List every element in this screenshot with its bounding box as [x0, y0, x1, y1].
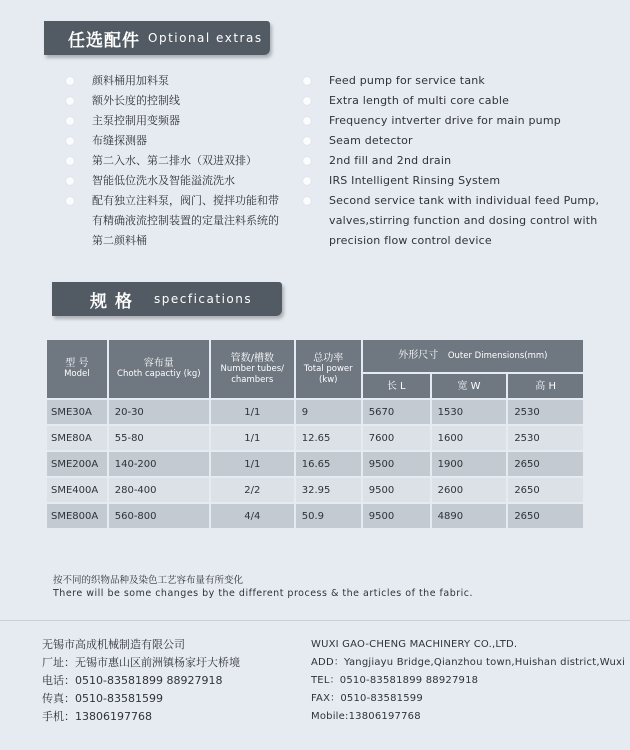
bullet-icon [303, 77, 311, 85]
bullet-icon [303, 117, 311, 125]
bullet-icon [303, 137, 311, 145]
cell-model: SME80A [47, 426, 107, 450]
cell-capacity: 55-80 [109, 426, 209, 450]
col-header-tubes: 管数/槽数 Number tubes/ chambers [211, 340, 294, 398]
list-item: 额外长度的控制线 [66, 91, 286, 111]
fax-en: FAX：0510-83581599 [311, 693, 423, 704]
table-row [47, 478, 583, 502]
cell-width: 1600 [432, 426, 507, 450]
extras-header [44, 21, 270, 55]
cell-model: SME800A [47, 504, 107, 528]
mobile-zh: 手机：13806197768 [42, 710, 152, 723]
bullet-icon [303, 197, 311, 205]
cell-model: SME30A [47, 400, 107, 424]
bullet-icon [303, 97, 311, 105]
divider [0, 620, 630, 621]
cell-power: 50.9 [296, 504, 361, 528]
table-row [47, 426, 583, 450]
extras-list-zh [66, 71, 286, 251]
address-en: ADD：Yangjiayu Bridge,Qianzhou town,Huishan district,Wuxi [311, 657, 626, 668]
col-header-power: 总功率 Total power (kw) [296, 340, 361, 398]
cell-capacity: 560-800 [109, 504, 209, 528]
spec-table [45, 338, 585, 530]
list-item: Seam detector [303, 131, 603, 151]
col-header-dimensions: 外形尺寸 Outer Dimensions(mm) [363, 340, 583, 372]
table-row [47, 400, 583, 424]
cell-tubes: 2/2 [211, 478, 294, 502]
bullet-icon [66, 77, 74, 85]
company-name-zh: 无锡市高成机械制造有限公司 [42, 638, 185, 651]
specs-header [52, 282, 282, 316]
cell-width: 2600 [432, 478, 507, 502]
cell-capacity: 140-200 [109, 452, 209, 476]
cell-height: 2530 [508, 400, 583, 424]
cell-model: SME200A [47, 452, 107, 476]
phone-en: TEL：0510-83581899 88927918 [311, 675, 479, 686]
phone-zh: 电话：0510-83581899 88927918 [42, 674, 223, 687]
cell-width: 1900 [432, 452, 507, 476]
list-item: 颜料桶用加料泵 [66, 71, 286, 91]
cell-height: 2650 [508, 504, 583, 528]
col-header-width: 宽 W [432, 374, 507, 398]
contact-zh [42, 636, 240, 726]
list-item: Extra length of multi core cable [303, 91, 603, 111]
cell-height: 2650 [508, 452, 583, 476]
list-item: Second service tank with individual feed Pump, valves,stirring function and dosing control with precision flow control device [303, 191, 603, 251]
col-header-capacity: 容布量 Choth capactiy (kg) [109, 340, 209, 398]
cell-height: 2530 [508, 426, 583, 450]
list-item: IRS Intelligent Rinsing System [303, 171, 603, 191]
cell-height: 2650 [508, 478, 583, 502]
list-item: 配有独立注料泵，阀门、搅拌功能和带有精确液流控制装置的定量注料系统的第二颜料桶 [66, 191, 286, 251]
note-en: There will be some changes by the different process & the articles of the fabric. [53, 588, 474, 599]
table-row [47, 504, 583, 528]
col-header-length: 长 L [363, 374, 430, 398]
specs-title-en: specfications [154, 292, 253, 306]
cell-length: 9500 [363, 452, 430, 476]
extras-list-en [303, 71, 603, 251]
cell-width: 1530 [432, 400, 507, 424]
table-row [47, 452, 583, 476]
col-header-model: 型 号 Model [47, 340, 107, 398]
list-item: 第二入水、第二排水（双进双排） [66, 151, 286, 171]
specs-title-zh: 规格 [90, 291, 140, 312]
cell-tubes: 1/1 [211, 452, 294, 476]
list-item: 2nd fill and 2nd drain [303, 151, 603, 171]
mobile-en: Mobile:13806197768 [311, 711, 421, 722]
cell-width: 4890 [432, 504, 507, 528]
bullet-icon [303, 157, 311, 165]
extras-title-en: Optional extras [148, 31, 263, 45]
cell-power: 16.65 [296, 452, 361, 476]
bullet-icon [66, 157, 74, 165]
cell-model: SME400A [47, 478, 107, 502]
cell-tubes: 1/1 [211, 426, 294, 450]
cell-length: 7600 [363, 426, 430, 450]
cell-capacity: 280-400 [109, 478, 209, 502]
bullet-icon [66, 197, 74, 205]
bullet-icon [66, 177, 74, 185]
bullet-icon [66, 137, 74, 145]
cell-capacity: 20-30 [109, 400, 209, 424]
bullet-icon [66, 117, 74, 125]
address-zh: 厂址：无锡市惠山区前洲镇杨家圩大桥境 [42, 656, 240, 669]
cell-length: 5670 [363, 400, 430, 424]
note-zh: 按不同的织物品种及染色工艺容布量有所变化 [53, 575, 244, 586]
cell-power: 32.95 [296, 478, 361, 502]
cell-tubes: 4/4 [211, 504, 294, 528]
cell-length: 9500 [363, 478, 430, 502]
list-item: 智能低位洗水及智能溢流洗水 [66, 171, 286, 191]
list-item: Feed pump for service tank [303, 71, 603, 91]
list-item: 布缝探测器 [66, 131, 286, 151]
contact-en [311, 636, 625, 726]
company-name-en: WUXI GAO-CHENG MACHINERY CO.,LTD. [311, 639, 518, 650]
fax-zh: 传真：0510-83581599 [42, 692, 163, 705]
extras-title-zh: 任选配件 [68, 30, 140, 51]
bullet-icon [303, 177, 311, 185]
cell-tubes: 1/1 [211, 400, 294, 424]
list-item: Frequency intverter drive for main pump [303, 111, 603, 131]
cell-power: 9 [296, 400, 361, 424]
cell-length: 9500 [363, 504, 430, 528]
list-item: 主泵控制用变频器 [66, 111, 286, 131]
col-header-height: 高 H [508, 374, 583, 398]
cell-power: 12.65 [296, 426, 361, 450]
bullet-icon [66, 97, 74, 105]
